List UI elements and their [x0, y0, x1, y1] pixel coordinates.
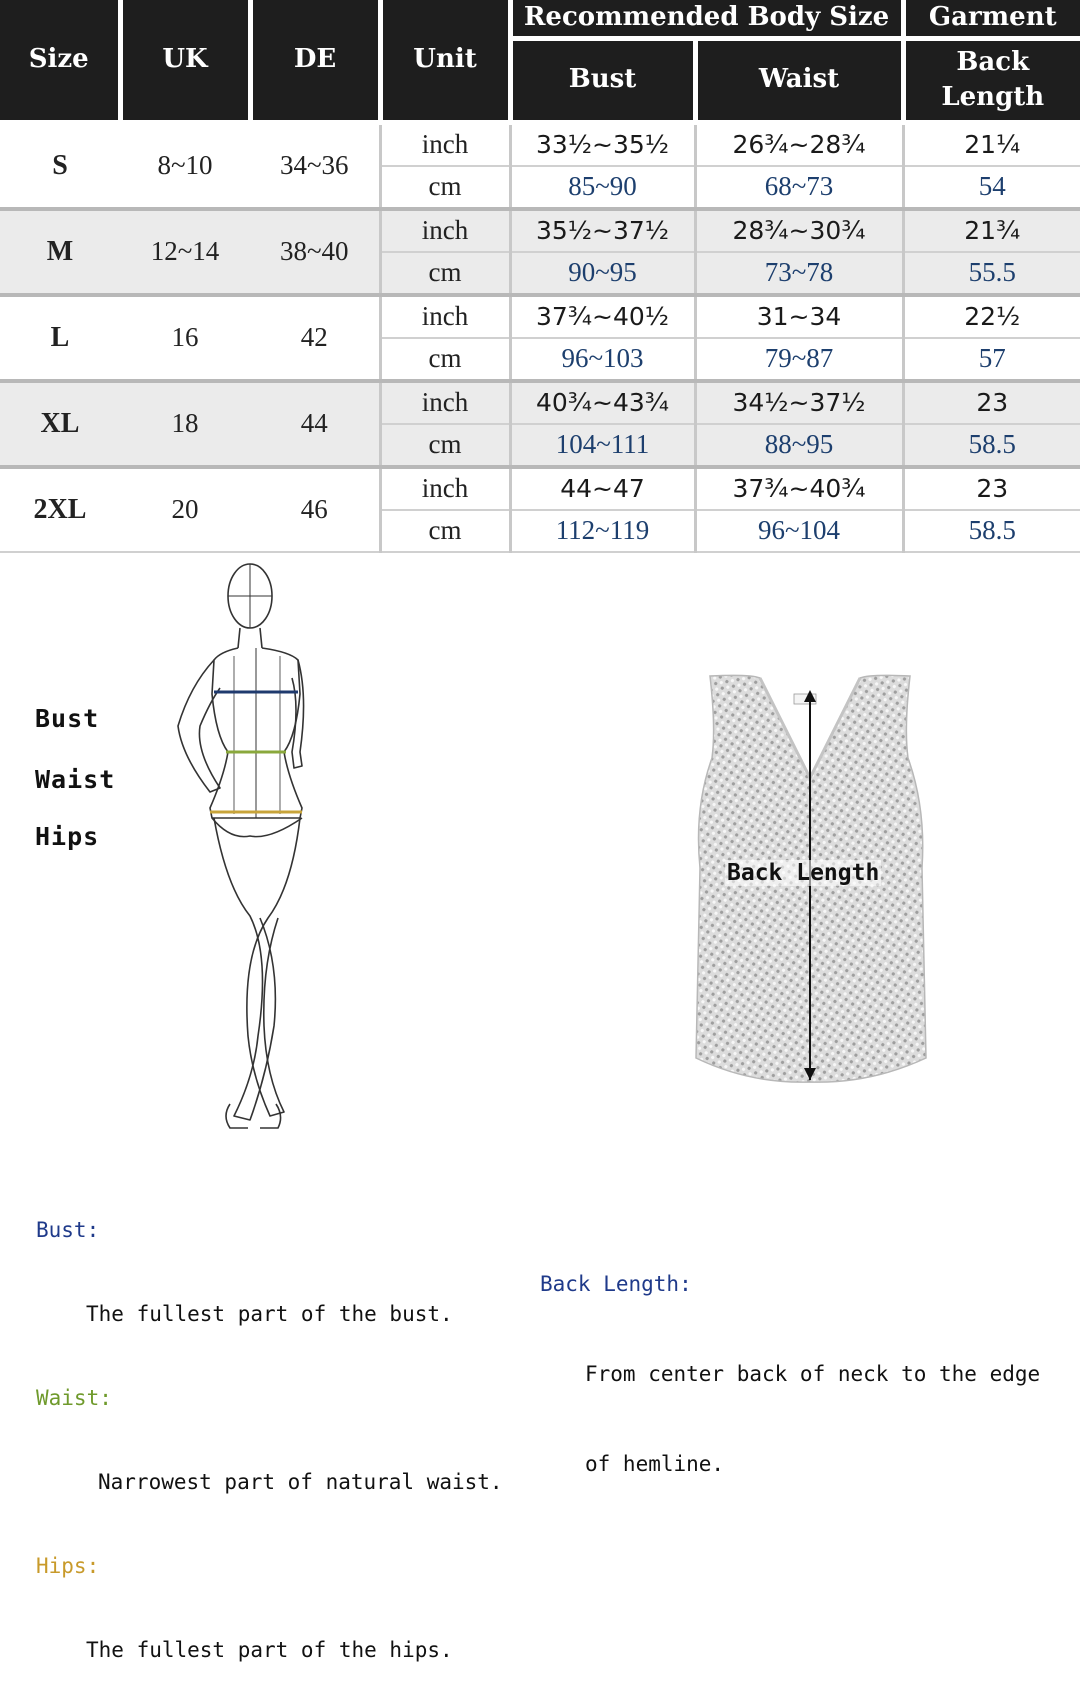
uk-cell: 20 [120, 467, 250, 552]
note-back-term: Back Length: [540, 1272, 692, 1296]
bust-cell: 90~95 [510, 252, 695, 295]
header-waist: Waist [695, 38, 903, 122]
bust-cell: 112~119 [510, 510, 695, 552]
uk-cell: 16 [120, 295, 250, 381]
size-cell: L [0, 295, 120, 381]
header-uk: UK [120, 0, 250, 122]
size-table-body [0, 122, 1080, 552]
header-de: DE [250, 0, 380, 122]
header-bust: Bust [510, 38, 695, 122]
note-waist-desc: Narrowest part of natural waist. [98, 1470, 503, 1494]
back-length-label: Back Length [727, 860, 880, 886]
size-cell: S [0, 122, 120, 209]
table-row [0, 381, 1080, 424]
note-back-desc-2: of hemline. [585, 1452, 725, 1476]
waist-cell: 37¾~40¾ [695, 467, 903, 510]
bust-cell: 96~103 [510, 338, 695, 381]
header-recommended-body-size: Recommended Body Size [510, 0, 903, 38]
waist-cell: 79~87 [695, 338, 903, 381]
back-length-cell: 58.5 [903, 510, 1080, 552]
header-garment: Garment [903, 0, 1080, 38]
unit-cell: inch [380, 381, 510, 424]
unit-cell: cm [380, 424, 510, 467]
uk-cell: 18 [120, 381, 250, 467]
waist-cell: 68~73 [695, 166, 903, 209]
unit-cell: cm [380, 166, 510, 209]
table-row [0, 209, 1080, 252]
back-length-cell: 22½ [903, 295, 1080, 338]
bust-cell: 33½~35½ [510, 122, 695, 166]
header-size: Size [0, 0, 120, 122]
note-waist-term: Waist: [36, 1386, 112, 1410]
unit-cell: cm [380, 510, 510, 552]
back-length-cell: 57 [903, 338, 1080, 381]
back-length-cell: 55.5 [903, 252, 1080, 295]
waist-cell: 88~95 [695, 424, 903, 467]
bust-cell: 35½~37½ [510, 209, 695, 252]
back-length-cell: 21¼ [903, 122, 1080, 166]
size-cell: M [0, 209, 120, 295]
de-cell: 44 [250, 381, 380, 467]
de-cell: 38~40 [250, 209, 380, 295]
figure-label-waist: Waist [35, 765, 116, 794]
waist-cell: 26¾~28¾ [695, 122, 903, 166]
waist-cell: 31~34 [695, 295, 903, 338]
size-cell: XL [0, 381, 120, 467]
bust-cell: 44~47 [510, 467, 695, 510]
note-back-desc-1: From center back of neck to the edge [585, 1362, 1041, 1386]
back-length-cell: 54 [903, 166, 1080, 209]
bust-cell: 85~90 [510, 166, 695, 209]
back-length-cell: 23 [903, 467, 1080, 510]
note-bust-desc: The fullest part of the bust. [86, 1302, 453, 1326]
de-cell: 46 [250, 467, 380, 552]
header-unit: Unit [380, 0, 510, 122]
back-length-notes [540, 1209, 1040, 1509]
header-back-length: Back Length [903, 38, 1080, 122]
unit-cell: inch [380, 122, 510, 166]
table-row [0, 122, 1080, 166]
bust-cell: 37¾~40½ [510, 295, 695, 338]
table-row [0, 295, 1080, 338]
body-measurement-figure [130, 556, 330, 1136]
waist-cell: 28¾~30¾ [695, 209, 903, 252]
note-hips-desc: The fullest part of the hips. [86, 1638, 453, 1662]
back-length-cell: 58.5 [903, 424, 1080, 467]
de-cell: 34~36 [250, 122, 380, 209]
de-cell: 42 [250, 295, 380, 381]
measurement-notes [36, 1160, 503, 1692]
size-cell: 2XL [0, 467, 120, 552]
size-chart-table [0, 0, 1080, 553]
unit-cell: inch [380, 209, 510, 252]
figure-label-hips: Hips [35, 822, 100, 851]
table-row [0, 467, 1080, 510]
bust-cell: 104~111 [510, 424, 695, 467]
unit-cell: cm [380, 252, 510, 295]
waist-cell: 73~78 [695, 252, 903, 295]
uk-cell: 8~10 [120, 122, 250, 209]
back-length-cell: 23 [903, 381, 1080, 424]
figure-label-bust: Bust [35, 704, 100, 733]
back-length-cell: 21¾ [903, 209, 1080, 252]
waist-cell: 96~104 [695, 510, 903, 552]
note-hips-term: Hips: [36, 1554, 100, 1578]
unit-cell: inch [380, 295, 510, 338]
unit-cell: inch [380, 467, 510, 510]
unit-cell: cm [380, 338, 510, 381]
bust-cell: 40¾~43¾ [510, 381, 695, 424]
waist-cell: 34½~37½ [695, 381, 903, 424]
note-bust-term: Bust: [36, 1218, 100, 1242]
uk-cell: 12~14 [120, 209, 250, 295]
